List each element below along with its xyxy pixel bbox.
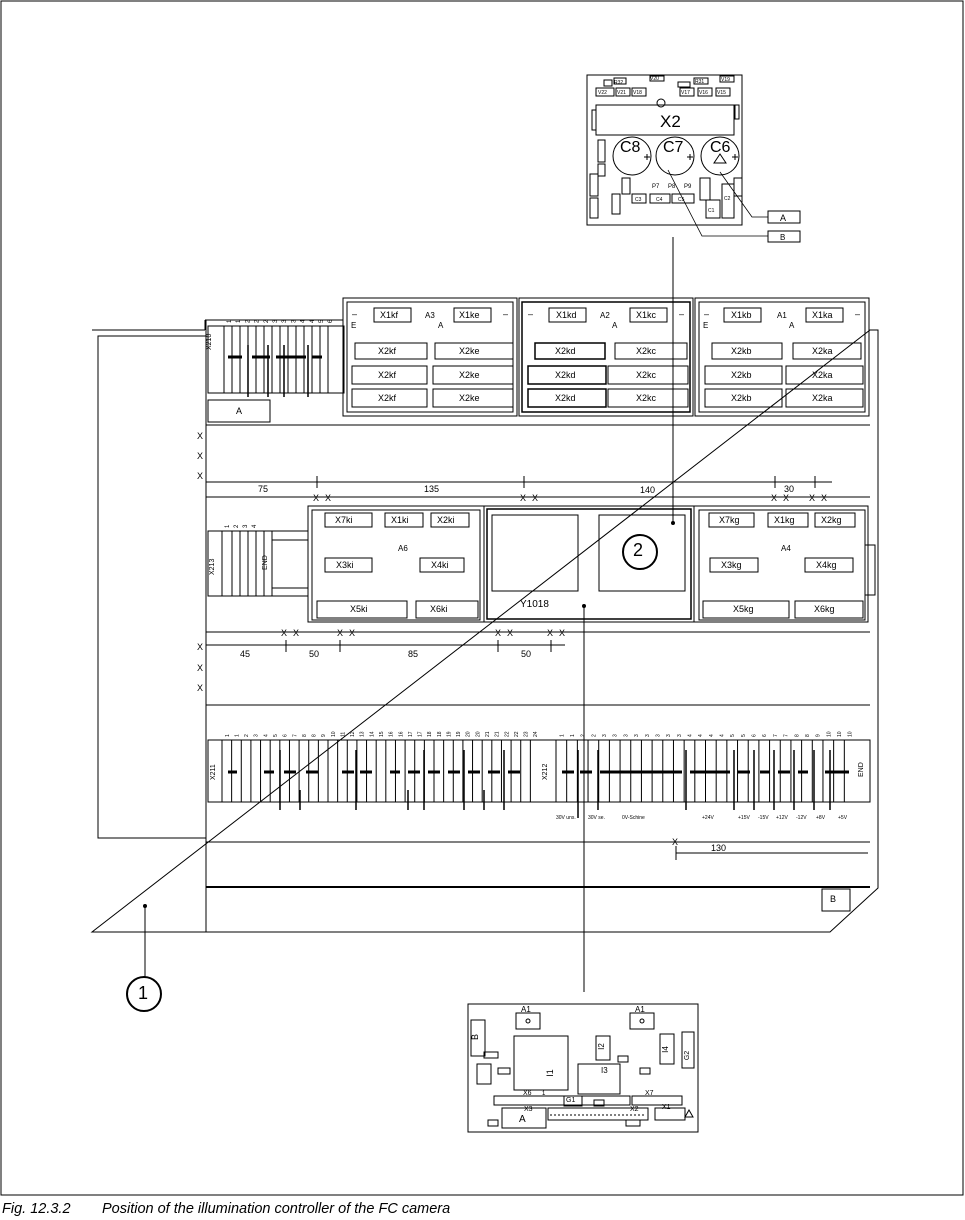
a2-name: A2: [600, 311, 610, 320]
x210-pin-number: 3: [291, 319, 298, 323]
a2-left-1: X2kd: [555, 346, 576, 356]
x211-label: X211: [210, 764, 217, 780]
rail2-dim-4: 50: [521, 649, 532, 659]
x213-pin-number: 2: [234, 524, 240, 528]
bpcb-i1: I1: [544, 1069, 555, 1077]
cap-c7-label: C7: [663, 139, 684, 156]
rail3-dim-1: 130: [711, 843, 727, 853]
x212-pin-number: 2: [580, 734, 587, 737]
a1-left-1: X2kb: [731, 346, 752, 356]
rail1-dim-1: 75: [258, 484, 269, 494]
x212-label: X212: [542, 763, 549, 780]
a4-r1-2: X1kg: [774, 515, 795, 525]
x-mark-rail1-f: X: [783, 493, 790, 503]
x-mark-rail2-e: X: [495, 628, 502, 638]
x211-pin-number: 8: [301, 734, 308, 737]
x-mark-rail2-g: X: [547, 628, 554, 638]
bpcb-g1: G1: [566, 1097, 576, 1104]
a4-r2-1: X3kg: [721, 560, 742, 570]
x210-pin-number: 6: [328, 319, 335, 323]
a3-name: A3: [425, 311, 435, 320]
a3-a-marker: A: [438, 321, 444, 330]
a4-r3-1: X5kg: [733, 604, 754, 614]
x-mark-rail3: X: [672, 837, 679, 847]
x210-tag-a-label: A: [236, 406, 243, 416]
a4-r1-1: X7kg: [719, 515, 740, 525]
x213-pin-number: 4: [252, 524, 258, 528]
v19-label: V19: [721, 77, 730, 83]
a1-right-2: X2ka: [812, 370, 833, 380]
c4-label: C4: [656, 197, 663, 203]
c2-label: C2: [724, 196, 731, 202]
v22-label: V22: [598, 90, 607, 96]
bpcb-pin-1: 1: [542, 1091, 546, 1097]
x212-pin-number: 9: [815, 734, 822, 737]
x210-pin-number: 4: [300, 319, 307, 323]
v15-label: V15: [717, 90, 726, 96]
x212-pin-number: 1: [570, 734, 577, 737]
x211-pin-number: 17: [407, 731, 414, 737]
x-mark-rail2-h: X: [559, 628, 566, 638]
figure-title: Position of the illumination controller of the FC camera: [102, 1201, 451, 1217]
x211-pin-number: 20: [465, 731, 472, 737]
x211-pin-number: 11: [340, 731, 347, 737]
rail1-dim-4: 30: [784, 484, 795, 494]
rail2-dim-2: 50: [309, 649, 320, 659]
x212-pin-number: 3: [634, 734, 641, 737]
bpcb-x1: X1: [662, 1104, 671, 1111]
x211-pin-number: 10: [330, 731, 337, 737]
x210-pin-number: 2: [254, 319, 261, 323]
x-mark-3: X: [197, 471, 204, 481]
a3-right-3: X2ke: [459, 393, 480, 403]
bpcb-i2: I2: [596, 1043, 606, 1050]
a3-right-2: X2ke: [459, 370, 480, 380]
a1-dash-left: –: [704, 309, 710, 319]
top-tag-b-label: B: [780, 233, 786, 242]
a2-dash-right: –: [679, 309, 685, 319]
x212-pin-number: 5: [730, 734, 737, 737]
volt-1: 30V uns.: [556, 815, 576, 821]
controller-label: Y1018: [520, 599, 549, 610]
a2-left-3: X2kd: [555, 393, 576, 403]
x212-pin-number: 3: [612, 734, 619, 737]
a4-r3-2: X6kg: [814, 604, 835, 614]
page-frame: [1, 1, 963, 1195]
x211-pin-number: 3: [253, 734, 260, 737]
volt-5: +15V: [738, 815, 750, 821]
x-mark-rail2-a: X: [281, 628, 288, 638]
x210-pin-number: 5: [319, 319, 325, 323]
a2-right-2: X2kc: [636, 370, 657, 380]
a6-r1-2: X1ki: [391, 515, 409, 525]
x212-pin-number: 3: [666, 734, 673, 737]
v16-label: V16: [699, 90, 708, 96]
x-mark-rail1-a: X: [313, 493, 320, 503]
x211-pin-number: 12: [350, 731, 357, 737]
figure-number: Fig. 12.3.2: [2, 1201, 71, 1217]
a6-r2-2: X4ki: [431, 560, 449, 570]
volt-9: +8V: [816, 815, 826, 821]
p7-label: P7: [652, 184, 660, 190]
x-mark-rail2-d: X: [349, 628, 356, 638]
a3-dash-right: –: [503, 309, 509, 319]
x-mark-5: X: [197, 663, 204, 673]
x211-pin-number: 5: [273, 734, 279, 737]
volt-7: +12V: [776, 815, 788, 821]
x-mark-rail1-h: X: [821, 493, 828, 503]
x212-pin-number: 3: [676, 734, 683, 737]
rail-2: [206, 640, 565, 652]
rail1-dim-2: 135: [424, 484, 440, 494]
callout-2: 2: [633, 540, 644, 560]
a4-r2-2: X4kg: [816, 560, 837, 570]
terminal-x210: [208, 326, 344, 422]
volt-8: -12V: [796, 815, 807, 821]
x212-pin-number: 4: [687, 734, 694, 737]
r32-label: R32: [614, 80, 624, 86]
x212-pin-number: 8: [794, 734, 801, 737]
a1-name: A1: [777, 311, 787, 320]
x212-pin-number: 6: [762, 734, 769, 737]
v17-label: V17: [681, 90, 690, 96]
rail2-dim-1: 45: [240, 649, 251, 659]
x213-end-label: END: [262, 555, 269, 570]
cap-c8-label: C8: [620, 139, 641, 156]
a1-dash-right: –: [855, 309, 861, 319]
a3-dash-left: –: [352, 309, 358, 319]
x210-label: X210: [206, 333, 213, 350]
bpcb-b: B: [470, 1033, 481, 1041]
x-mark-rail2-c: X: [337, 628, 344, 638]
bpcb-i3: I3: [601, 1066, 608, 1075]
bpcb-x3: X3: [524, 1106, 533, 1113]
r31-label: R31: [695, 79, 705, 85]
a2-right-3: X2kc: [636, 393, 657, 403]
bpcb-tag-a: A: [519, 1114, 526, 1125]
callout-1: 1: [138, 983, 149, 1003]
bpcb-g2: G2: [684, 1050, 692, 1061]
bpcb-x7: X7: [645, 1090, 654, 1097]
x-mark-4: X: [197, 642, 204, 652]
x211-pin-number: 1: [224, 734, 231, 737]
a6-r3-1: X5ki: [350, 604, 368, 614]
p9-label: P9: [684, 184, 692, 190]
x-mark-rail2-b: X: [293, 628, 300, 638]
x-mark-6: X: [197, 683, 204, 693]
bpcb-a1-right: A1: [635, 1005, 645, 1014]
a3-top-left: X1kf: [380, 310, 399, 320]
figure-caption: [2, 1201, 450, 1217]
x211-pin-number: 9: [321, 734, 328, 737]
x211-pin-number: 24: [533, 731, 540, 737]
x211-pin-number: 13: [359, 731, 366, 737]
x210-pin-number: 3: [273, 319, 279, 323]
v20-label: V20: [650, 76, 659, 82]
a1-top-right: X1ka: [812, 310, 833, 320]
a1-right-1: X2ka: [812, 346, 833, 356]
x211-pin-number: 16: [398, 731, 405, 737]
x210-pin-number: 4: [309, 319, 316, 323]
a1-a-marker: A: [789, 321, 795, 330]
x211-pin-number: 16: [388, 731, 395, 737]
a3-e-marker: E: [351, 321, 357, 330]
x212-pin-number: 3: [644, 734, 651, 737]
x210-pin-number: 3: [282, 319, 289, 323]
bpcb-a1-left: A1: [521, 1005, 531, 1014]
x211-pin-number: 6: [282, 734, 289, 737]
x211-pin-number: 18: [436, 731, 443, 737]
a2-left-2: X2kd: [555, 370, 576, 380]
a2-top-left: X1kd: [556, 310, 577, 320]
a3-right-1: X2ke: [459, 346, 480, 356]
terminal-x213: [208, 531, 308, 596]
top-pcb-connector-label: X2: [660, 112, 681, 131]
x210-pin-number: 1: [227, 319, 233, 323]
x212-pin-number: 8: [804, 734, 811, 737]
x211-pin-number: 17: [417, 731, 424, 737]
x211-pin-number: 14: [369, 731, 376, 737]
a4-r1-3: X2kg: [821, 515, 842, 525]
volt-4: +24V: [702, 815, 714, 821]
volt-3: 0V-Schine: [622, 815, 645, 821]
x-mark-rail1-d: X: [532, 493, 539, 503]
x-mark-1: X: [197, 431, 204, 441]
x211-pin-number: 2: [244, 734, 251, 737]
x-mark-rail1-g: X: [809, 493, 816, 503]
x-mark-rail1-c: X: [520, 493, 527, 503]
cap-c6-label: C6: [710, 139, 731, 156]
x211-pin-number: 21: [494, 731, 501, 737]
x-mark-rail1-b: X: [325, 493, 332, 503]
bpcb-x6: X6: [523, 1090, 532, 1097]
a6-name: A6: [398, 544, 408, 553]
x212-pin-number: 10: [826, 731, 833, 737]
x212-pin-number: 3: [655, 734, 662, 737]
bpcb-x2: X2: [630, 1106, 639, 1113]
c1-label: C1: [708, 208, 715, 214]
rail2-dim-3: 85: [408, 649, 419, 659]
strip-drops: [280, 750, 830, 818]
x212-pin-number: 4: [698, 734, 705, 737]
x211-pin-number: 8: [311, 734, 318, 737]
x211-pin-number: 19: [446, 731, 453, 737]
volt-10: +5V: [838, 815, 848, 821]
x211-pin-number: 7: [292, 734, 299, 737]
top-tag-a-label: A: [780, 213, 787, 223]
volt-2: 30V se.: [588, 815, 605, 821]
a6-r1-3: X2ki: [437, 515, 455, 525]
a1-left-2: X2kb: [731, 370, 752, 380]
x212-pin-number: 4: [719, 734, 726, 737]
rail-3: [676, 846, 868, 860]
a6-r1-1: X7ki: [335, 515, 353, 525]
x210-pin-number: 1: [236, 319, 243, 323]
top-pcb: [587, 75, 800, 242]
x210-pin-number: 2: [245, 319, 252, 323]
a3-top-right: X1ke: [459, 310, 480, 320]
x212-pin-number: 2: [591, 734, 598, 737]
x212-pin-number: 6: [751, 734, 758, 737]
rail-1: [206, 476, 832, 488]
bottom-pcb: [468, 1004, 698, 1132]
x211-pin-number: 15: [379, 731, 385, 737]
x210-pin-number: 2: [263, 319, 270, 323]
x211-pin-number: 20: [475, 731, 482, 737]
x212-pin-number: 10: [847, 731, 854, 737]
x212-pin-number: 4: [708, 734, 715, 737]
x-mark-2: X: [197, 451, 204, 461]
x213-label: X213: [209, 558, 216, 575]
a3-left-3: X2kf: [378, 393, 397, 403]
x212-pin-number: 10: [836, 731, 843, 737]
a1-right-3: X2ka: [812, 393, 833, 403]
a1-top-left: X1kb: [731, 310, 752, 320]
a1-e-marker: E: [703, 321, 709, 330]
bpcb-i4: I4: [660, 1046, 670, 1053]
x211-pin-number: 21: [485, 731, 491, 737]
a4-name: A4: [781, 544, 791, 553]
x212-pin-number: 3: [623, 734, 630, 737]
v21-label: V21: [617, 90, 626, 96]
x212-pin-number: 7: [783, 734, 790, 737]
x212-pin-number: 3: [602, 734, 609, 737]
a2-top-right: X1kc: [636, 310, 657, 320]
a3-left-2: X2kf: [378, 370, 397, 380]
rail1-dim-3: 140: [640, 485, 656, 495]
x212-pin-number: 1: [559, 734, 566, 737]
p8-label: P8: [668, 184, 676, 190]
x213-pin-number: 1: [225, 524, 231, 528]
a6-r3-2: X6ki: [430, 604, 448, 614]
x211-pin-number: 23: [523, 731, 530, 737]
x-mark-rail1-e: X: [771, 493, 778, 503]
a2-a-marker: A: [612, 321, 618, 330]
x211-pin-number: 1: [234, 734, 241, 737]
c3-label: C3: [635, 197, 642, 203]
v18-label: V18: [633, 90, 642, 96]
volt-6: -15V: [758, 815, 769, 821]
x212-pin-number: 5: [740, 734, 747, 737]
x211-pin-number: 22: [504, 731, 511, 737]
x211-pin-number: 19: [456, 731, 463, 737]
x211-pin-number: 22: [513, 731, 520, 737]
a2-right-1: X2kc: [636, 346, 657, 356]
x213-pin-number: 3: [243, 524, 249, 528]
x212-pin-number: 7: [772, 734, 779, 737]
a6-r2-1: X3ki: [336, 560, 354, 570]
a1-left-3: X2kb: [731, 393, 752, 403]
main-tag-b-label: B: [830, 894, 837, 904]
x212-end-label: END: [858, 762, 865, 777]
x211-pin-number: 18: [427, 731, 434, 737]
a3-left-1: X2kf: [378, 346, 397, 356]
x211-pin-number: 4: [263, 734, 270, 737]
c5-label: C5: [678, 197, 685, 203]
a2-dash-left: –: [528, 309, 534, 319]
x-mark-rail2-f: X: [507, 628, 514, 638]
